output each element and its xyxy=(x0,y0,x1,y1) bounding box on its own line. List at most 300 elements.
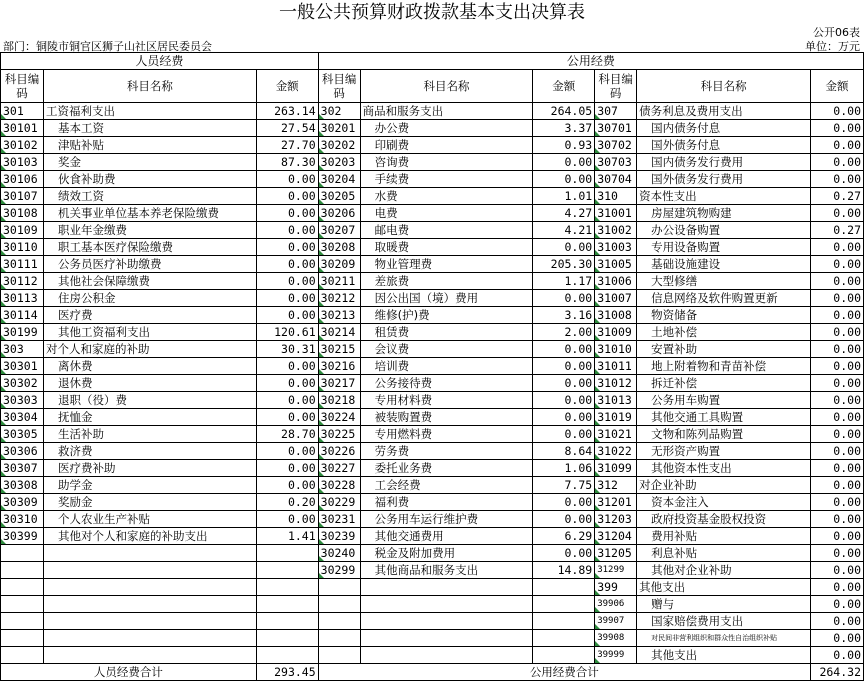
personnel-code-cell: 30113 xyxy=(1,290,44,307)
public-a-amount-cell: 7.75 xyxy=(533,477,595,494)
public-b-code-cell: 30701 xyxy=(595,120,637,137)
personnel-name-cell: 抚恤金 xyxy=(43,409,256,426)
public-a-amount-cell xyxy=(533,613,595,630)
public-a-code-cell: 30207 xyxy=(318,222,360,239)
table-row xyxy=(1,392,864,409)
public-a-code-cell: 30226 xyxy=(318,443,360,460)
personnel-code-cell: 30109 xyxy=(1,222,44,239)
personnel-name-cell: 医疗费 xyxy=(43,307,256,324)
public-b-code-cell: 31204 xyxy=(595,528,637,545)
public-b-code-cell: 31009 xyxy=(595,324,637,341)
public-a-amount-cell: 0.00 xyxy=(533,392,595,409)
personnel-name-cell: 其他工资福利支出 xyxy=(43,324,256,341)
public-b-name-cell: 土地补偿 xyxy=(637,324,811,341)
personnel-name-cell: 医疗费补助 xyxy=(43,460,256,477)
public-b-code-cell: 310 xyxy=(595,188,637,205)
public-b-amount-cell: 0.00 xyxy=(810,154,863,171)
public-a-amount-cell: 1.17 xyxy=(533,273,595,290)
section-personnel: 人员经费 xyxy=(1,53,319,70)
personnel-name-cell: 津贴补贴 xyxy=(43,137,256,154)
personnel-name-cell: 基本工资 xyxy=(43,120,256,137)
personnel-amount-cell: 263.14 xyxy=(256,103,318,120)
header-code: 科目编码 xyxy=(318,70,360,103)
personnel-amount-cell: 0.00 xyxy=(256,222,318,239)
personnel-code-cell xyxy=(1,613,44,630)
personnel-code-cell: 303 xyxy=(1,341,44,358)
personnel-code-cell: 30309 xyxy=(1,494,44,511)
public-b-amount-cell: 0.00 xyxy=(810,324,863,341)
personnel-name-cell: 伙食补助费 xyxy=(43,171,256,188)
public-b-name-cell: 利息补贴 xyxy=(637,545,811,562)
public-a-name-cell xyxy=(360,579,533,596)
public-b-code-cell: 31008 xyxy=(595,307,637,324)
public-a-code-cell: 30231 xyxy=(318,511,360,528)
public-a-amount-cell xyxy=(533,647,595,664)
public-a-name-cell xyxy=(360,630,533,647)
public-a-name-cell: 公务用车运行维护费 xyxy=(360,511,533,528)
public-total-label: 公用经费合计 xyxy=(318,664,810,681)
public-a-name-cell: 租赁费 xyxy=(360,324,533,341)
public-b-name-cell: 专用设备购置 xyxy=(637,239,811,256)
personnel-code-cell: 30106 xyxy=(1,171,44,188)
table-row xyxy=(1,188,864,205)
public-a-amount-cell: 14.89 xyxy=(533,562,595,579)
public-a-name-cell: 咨询费 xyxy=(360,154,533,171)
public-b-name-cell: 其他对企业补助 xyxy=(637,562,811,579)
table-row xyxy=(1,324,864,341)
table-row xyxy=(1,137,864,154)
public-a-code-cell: 30208 xyxy=(318,239,360,256)
public-b-code-cell: 39906 xyxy=(595,596,637,613)
table-row xyxy=(1,171,864,188)
public-a-amount-cell: 0.00 xyxy=(533,375,595,392)
personnel-amount-cell xyxy=(256,562,318,579)
personnel-code-cell xyxy=(1,647,44,664)
public-b-name-cell: 赠与 xyxy=(637,596,811,613)
public-a-code-cell: 30211 xyxy=(318,273,360,290)
personnel-name-cell: 奖励金 xyxy=(43,494,256,511)
public-b-code-cell: 31012 xyxy=(595,375,637,392)
personnel-code-cell xyxy=(1,596,44,613)
table-row xyxy=(1,341,864,358)
personnel-amount-cell: 0.00 xyxy=(256,511,318,528)
personnel-code-cell xyxy=(1,562,44,579)
personnel-name-cell: 机关事业单位基本养老保险缴费 xyxy=(43,205,256,222)
public-a-name-cell: 委托业务费 xyxy=(360,460,533,477)
public-a-code-cell: 30229 xyxy=(318,494,360,511)
table-row xyxy=(1,222,864,239)
personnel-amount-cell: 0.00 xyxy=(256,375,318,392)
public-b-name-cell: 国家赔偿费用支出 xyxy=(637,613,811,630)
public-b-amount-cell: 0.00 xyxy=(810,630,863,647)
public-a-code-cell: 30209 xyxy=(318,256,360,273)
public-b-amount-cell: 0.00 xyxy=(810,341,863,358)
public-b-code-cell: 31005 xyxy=(595,256,637,273)
header-code: 科目编码 xyxy=(1,70,44,103)
public-b-name-cell: 地上附着物和青苗补偿 xyxy=(637,358,811,375)
public-a-name-cell: 公务接待费 xyxy=(360,375,533,392)
header-amount: 金额 xyxy=(256,70,318,103)
personnel-code-cell: 30303 xyxy=(1,392,44,409)
public-a-name-cell: 福利费 xyxy=(360,494,533,511)
public-a-code-cell: 30228 xyxy=(318,477,360,494)
public-b-code-cell: 39907 xyxy=(595,613,637,630)
public-b-code-cell: 30704 xyxy=(595,171,637,188)
public-a-code-cell: 30215 xyxy=(318,341,360,358)
public-b-code-cell: 399 xyxy=(595,579,637,596)
public-a-code-cell: 30216 xyxy=(318,358,360,375)
public-a-name-cell: 印刷费 xyxy=(360,137,533,154)
table-row xyxy=(1,426,864,443)
public-a-name-cell: 商品和服务支出 xyxy=(360,103,533,120)
public-b-amount-cell: 0.00 xyxy=(810,307,863,324)
public-b-amount-cell: 0.00 xyxy=(810,239,863,256)
personnel-amount-cell: 28.70 xyxy=(256,426,318,443)
public-a-name-cell xyxy=(360,613,533,630)
table-title: 一般公共预算财政拨款基本支出决算表 xyxy=(279,2,585,23)
personnel-amount-cell: 0.20 xyxy=(256,494,318,511)
public-b-name-cell: 对民间非营利组织和群众性自治组织补贴 xyxy=(637,630,811,647)
personnel-name-cell: 助学金 xyxy=(43,477,256,494)
public-a-amount-cell: 0.00 xyxy=(533,358,595,375)
public-a-code-cell: 30217 xyxy=(318,375,360,392)
personnel-code-cell xyxy=(1,579,44,596)
public-b-name-cell: 债务利息及费用支出 xyxy=(637,103,811,120)
personnel-code-cell: 301 xyxy=(1,103,44,120)
public-b-amount-cell: 0.00 xyxy=(810,409,863,426)
personnel-code-cell xyxy=(1,545,44,562)
public-a-name-cell: 因公出国（境）费用 xyxy=(360,290,533,307)
public-b-name-cell: 国外债务发行费用 xyxy=(637,171,811,188)
public-b-name-cell: 安置补助 xyxy=(637,341,811,358)
public-b-code-cell: 31019 xyxy=(595,409,637,426)
public-a-code-cell: 30227 xyxy=(318,460,360,477)
public-b-name-cell: 无形资产购置 xyxy=(637,443,811,460)
public-a-code-cell: 30225 xyxy=(318,426,360,443)
personnel-name-cell: 公务员医疗补助缴费 xyxy=(43,256,256,273)
public-b-code-cell: 31205 xyxy=(595,545,637,562)
public-a-code-cell xyxy=(318,613,360,630)
public-a-amount-cell: 4.27 xyxy=(533,205,595,222)
public-a-name-cell: 税金及附加费用 xyxy=(360,545,533,562)
public-b-code-cell: 31006 xyxy=(595,273,637,290)
public-b-code-cell: 31007 xyxy=(595,290,637,307)
personnel-code-cell: 30310 xyxy=(1,511,44,528)
unit-label: 单位：万元 xyxy=(805,40,860,53)
header-code: 科目编码 xyxy=(595,70,637,103)
public-a-amount-cell: 3.37 xyxy=(533,120,595,137)
public-b-amount-cell: 0.00 xyxy=(810,596,863,613)
personnel-amount-cell xyxy=(256,596,318,613)
table-row xyxy=(1,579,864,596)
public-b-name-cell: 费用补贴 xyxy=(637,528,811,545)
public-a-name-cell: 电费 xyxy=(360,205,533,222)
personnel-amount-cell: 0.00 xyxy=(256,460,318,477)
personnel-amount-cell xyxy=(256,613,318,630)
personnel-name-cell: 退休费 xyxy=(43,375,256,392)
public-a-amount-cell xyxy=(533,630,595,647)
public-b-amount-cell: 0.00 xyxy=(810,358,863,375)
public-a-amount-cell: 0.00 xyxy=(533,154,595,171)
public-a-code-cell: 30214 xyxy=(318,324,360,341)
public-a-code-cell: 30205 xyxy=(318,188,360,205)
header-name: 科目名称 xyxy=(43,70,256,103)
personnel-amount-cell: 30.31 xyxy=(256,341,318,358)
public-total-amount: 264.32 xyxy=(810,664,863,681)
public-a-name-cell: 专用燃料费 xyxy=(360,426,533,443)
personnel-code-cell: 30199 xyxy=(1,324,44,341)
public-b-name-cell: 国内债务付息 xyxy=(637,120,811,137)
public-a-amount-cell: 6.29 xyxy=(533,528,595,545)
personnel-name-cell: 对个人和家庭的补助 xyxy=(43,341,256,358)
table-row xyxy=(1,375,864,392)
public-b-amount-cell: 0.00 xyxy=(810,426,863,443)
personnel-code-cell: 30306 xyxy=(1,443,44,460)
public-b-amount-cell: 0.00 xyxy=(810,579,863,596)
personnel-amount-cell xyxy=(256,647,318,664)
personnel-amount-cell: 1.41 xyxy=(256,528,318,545)
form-number: 公开06表 xyxy=(813,26,860,39)
table-row xyxy=(1,120,864,137)
public-b-code-cell: 31003 xyxy=(595,239,637,256)
public-b-name-cell: 文物和陈列品购置 xyxy=(637,426,811,443)
public-b-code-cell: 31002 xyxy=(595,222,637,239)
public-a-name-cell: 工会经费 xyxy=(360,477,533,494)
public-a-amount-cell: 264.05 xyxy=(533,103,595,120)
public-b-amount-cell: 0.00 xyxy=(810,511,863,528)
public-b-amount-cell: 0.00 xyxy=(810,613,863,630)
public-b-amount-cell: 0.00 xyxy=(810,120,863,137)
table-row xyxy=(1,358,864,375)
personnel-amount-cell: 0.00 xyxy=(256,409,318,426)
table-row xyxy=(1,647,864,664)
public-a-name-cell xyxy=(360,596,533,613)
table-row xyxy=(1,290,864,307)
public-b-code-cell: 307 xyxy=(595,103,637,120)
public-a-code-cell: 30239 xyxy=(318,528,360,545)
table-row xyxy=(1,596,864,613)
personnel-name-cell: 职工基本医疗保险缴费 xyxy=(43,239,256,256)
department-label: 部门：铜陵市铜官区狮子山社区居民委员会 xyxy=(3,40,212,53)
personnel-name-cell: 奖金 xyxy=(43,154,256,171)
public-a-amount-cell: 0.00 xyxy=(533,239,595,256)
public-a-amount-cell: 0.00 xyxy=(533,426,595,443)
public-a-code-cell: 302 xyxy=(318,103,360,120)
personnel-name-cell xyxy=(43,613,256,630)
public-b-name-cell: 大型修缮 xyxy=(637,273,811,290)
public-a-code-cell: 30201 xyxy=(318,120,360,137)
personnel-code-cell: 30112 xyxy=(1,273,44,290)
public-b-code-cell: 39999 xyxy=(595,647,637,664)
public-b-name-cell: 资本性支出 xyxy=(637,188,811,205)
personnel-code-cell: 30110 xyxy=(1,239,44,256)
public-b-amount-cell: 0.00 xyxy=(810,103,863,120)
public-b-name-cell: 基础设施建设 xyxy=(637,256,811,273)
public-b-code-cell: 30702 xyxy=(595,137,637,154)
personnel-name-cell xyxy=(43,562,256,579)
public-b-code-cell: 31203 xyxy=(595,511,637,528)
public-b-amount-cell: 0.00 xyxy=(810,290,863,307)
personnel-code-cell: 30304 xyxy=(1,409,44,426)
public-b-amount-cell: 0.00 xyxy=(810,375,863,392)
personnel-name-cell: 其他社会保障缴费 xyxy=(43,273,256,290)
personnel-name-cell: 其他对个人和家庭的补助支出 xyxy=(43,528,256,545)
public-b-amount-cell: 0.00 xyxy=(810,460,863,477)
table-row xyxy=(1,460,864,477)
public-b-code-cell: 31011 xyxy=(595,358,637,375)
personnel-name-cell: 退职（役）费 xyxy=(43,392,256,409)
public-b-name-cell: 房屋建筑物购建 xyxy=(637,205,811,222)
table-row xyxy=(1,205,864,222)
public-a-amount-cell: 1.06 xyxy=(533,460,595,477)
public-b-name-cell: 其他支出 xyxy=(637,647,811,664)
public-b-amount-cell: 0.00 xyxy=(810,494,863,511)
personnel-code-cell: 30114 xyxy=(1,307,44,324)
personnel-amount-cell: 0.00 xyxy=(256,307,318,324)
public-a-code-cell: 30299 xyxy=(318,562,360,579)
public-a-amount-cell: 1.01 xyxy=(533,188,595,205)
public-a-amount-cell: 3.16 xyxy=(533,307,595,324)
public-b-code-cell: 312 xyxy=(595,477,637,494)
personnel-amount-cell: 0.00 xyxy=(256,358,318,375)
public-a-amount-cell xyxy=(533,579,595,596)
public-a-amount-cell: 0.00 xyxy=(533,545,595,562)
public-b-code-cell: 31299 xyxy=(595,562,637,579)
personnel-amount-cell: 0.00 xyxy=(256,273,318,290)
personnel-code-cell: 30301 xyxy=(1,358,44,375)
public-b-code-cell: 31022 xyxy=(595,443,637,460)
public-a-amount-cell xyxy=(533,596,595,613)
personnel-code-cell xyxy=(1,630,44,647)
table-row xyxy=(1,511,864,528)
public-a-code-cell: 30240 xyxy=(318,545,360,562)
public-b-name-cell: 其他交通工具购置 xyxy=(637,409,811,426)
personnel-name-cell: 工资福利支出 xyxy=(43,103,256,120)
public-a-amount-cell: 0.00 xyxy=(533,290,595,307)
personnel-code-cell: 30111 xyxy=(1,256,44,273)
personnel-amount-cell: 27.70 xyxy=(256,137,318,154)
public-a-name-cell: 劳务费 xyxy=(360,443,533,460)
public-b-name-cell: 对企业补助 xyxy=(637,477,811,494)
personnel-amount-cell: 0.00 xyxy=(256,477,318,494)
public-a-code-cell xyxy=(318,630,360,647)
public-a-name-cell xyxy=(360,647,533,664)
public-a-code-cell: 30218 xyxy=(318,392,360,409)
public-b-name-cell: 公务用车购置 xyxy=(637,392,811,409)
public-b-name-cell: 物资储备 xyxy=(637,307,811,324)
public-a-name-cell: 办公费 xyxy=(360,120,533,137)
public-b-name-cell: 办公设备购置 xyxy=(637,222,811,239)
public-b-amount-cell: 0.00 xyxy=(810,545,863,562)
header-name: 科目名称 xyxy=(360,70,533,103)
section-public: 公用经费 xyxy=(318,53,863,70)
public-a-name-cell: 专用材料费 xyxy=(360,392,533,409)
table-row xyxy=(1,477,864,494)
personnel-code-cell: 30308 xyxy=(1,477,44,494)
public-b-amount-cell: 0.00 xyxy=(810,443,863,460)
personnel-code-cell: 30103 xyxy=(1,154,44,171)
public-a-code-cell xyxy=(318,596,360,613)
public-a-amount-cell: 0.00 xyxy=(533,494,595,511)
personnel-code-cell: 30307 xyxy=(1,460,44,477)
personnel-amount-cell xyxy=(256,545,318,562)
public-b-name-cell: 国外债务付息 xyxy=(637,137,811,154)
public-b-amount-cell: 0.00 xyxy=(810,392,863,409)
public-b-name-cell: 国内债务发行费用 xyxy=(637,154,811,171)
personnel-code-cell: 30101 xyxy=(1,120,44,137)
header-name: 科目名称 xyxy=(637,70,811,103)
public-b-amount-cell: 0.00 xyxy=(810,256,863,273)
public-a-name-cell: 维修(护)费 xyxy=(360,307,533,324)
public-b-name-cell: 资本金注入 xyxy=(637,494,811,511)
table-row xyxy=(1,273,864,290)
public-a-code-cell: 30206 xyxy=(318,205,360,222)
public-b-name-cell: 其他资本性支出 xyxy=(637,460,811,477)
personnel-name-cell xyxy=(43,579,256,596)
personnel-name-cell xyxy=(43,630,256,647)
public-a-code-cell xyxy=(318,579,360,596)
public-a-amount-cell: 0.00 xyxy=(533,511,595,528)
public-a-name-cell: 邮电费 xyxy=(360,222,533,239)
personnel-amount-cell: 0.00 xyxy=(256,188,318,205)
public-b-amount-cell: 0.27 xyxy=(810,222,863,239)
personnel-amount-cell: 87.30 xyxy=(256,154,318,171)
public-a-code-cell xyxy=(318,647,360,664)
personnel-name-cell: 住房公积金 xyxy=(43,290,256,307)
public-b-code-cell: 31099 xyxy=(595,460,637,477)
public-b-code-cell: 30703 xyxy=(595,154,637,171)
personnel-name-cell: 职业年金缴费 xyxy=(43,222,256,239)
public-b-name-cell: 信息网络及软件购置更新 xyxy=(637,290,811,307)
public-a-code-cell: 30212 xyxy=(318,290,360,307)
public-a-name-cell: 差旅费 xyxy=(360,273,533,290)
personnel-amount-cell: 0.00 xyxy=(256,205,318,222)
table-row xyxy=(1,256,864,273)
personnel-amount-cell: 27.54 xyxy=(256,120,318,137)
public-a-amount-cell: 0.00 xyxy=(533,171,595,188)
public-b-code-cell: 31021 xyxy=(595,426,637,443)
personnel-code-cell: 30102 xyxy=(1,137,44,154)
personnel-total-amount: 293.45 xyxy=(256,664,318,681)
personnel-name-cell: 生活补助 xyxy=(43,426,256,443)
personnel-code-cell: 30107 xyxy=(1,188,44,205)
expenditure-table xyxy=(0,52,864,681)
personnel-amount-cell: 0.00 xyxy=(256,239,318,256)
public-a-amount-cell: 0.00 xyxy=(533,409,595,426)
personnel-amount-cell xyxy=(256,630,318,647)
personnel-amount-cell: 0.00 xyxy=(256,290,318,307)
table-row xyxy=(1,409,864,426)
public-a-amount-cell: 205.30 xyxy=(533,256,595,273)
public-a-name-cell: 其他商品和服务支出 xyxy=(360,562,533,579)
personnel-amount-cell xyxy=(256,579,318,596)
public-a-name-cell: 培训费 xyxy=(360,358,533,375)
header-amount: 金额 xyxy=(810,70,863,103)
table-row xyxy=(1,545,864,562)
personnel-name-cell: 个人农业生产补贴 xyxy=(43,511,256,528)
personnel-code-cell: 30305 xyxy=(1,426,44,443)
public-b-amount-cell: 0.00 xyxy=(810,171,863,188)
personnel-name-cell xyxy=(43,647,256,664)
personnel-amount-cell: 120.61 xyxy=(256,324,318,341)
public-b-code-cell: 31201 xyxy=(595,494,637,511)
public-a-amount-cell: 8.64 xyxy=(533,443,595,460)
table-row xyxy=(1,443,864,460)
public-a-amount-cell: 0.00 xyxy=(533,341,595,358)
public-b-name-cell: 其他支出 xyxy=(637,579,811,596)
header-amount: 金额 xyxy=(533,70,595,103)
public-a-amount-cell: 0.93 xyxy=(533,137,595,154)
